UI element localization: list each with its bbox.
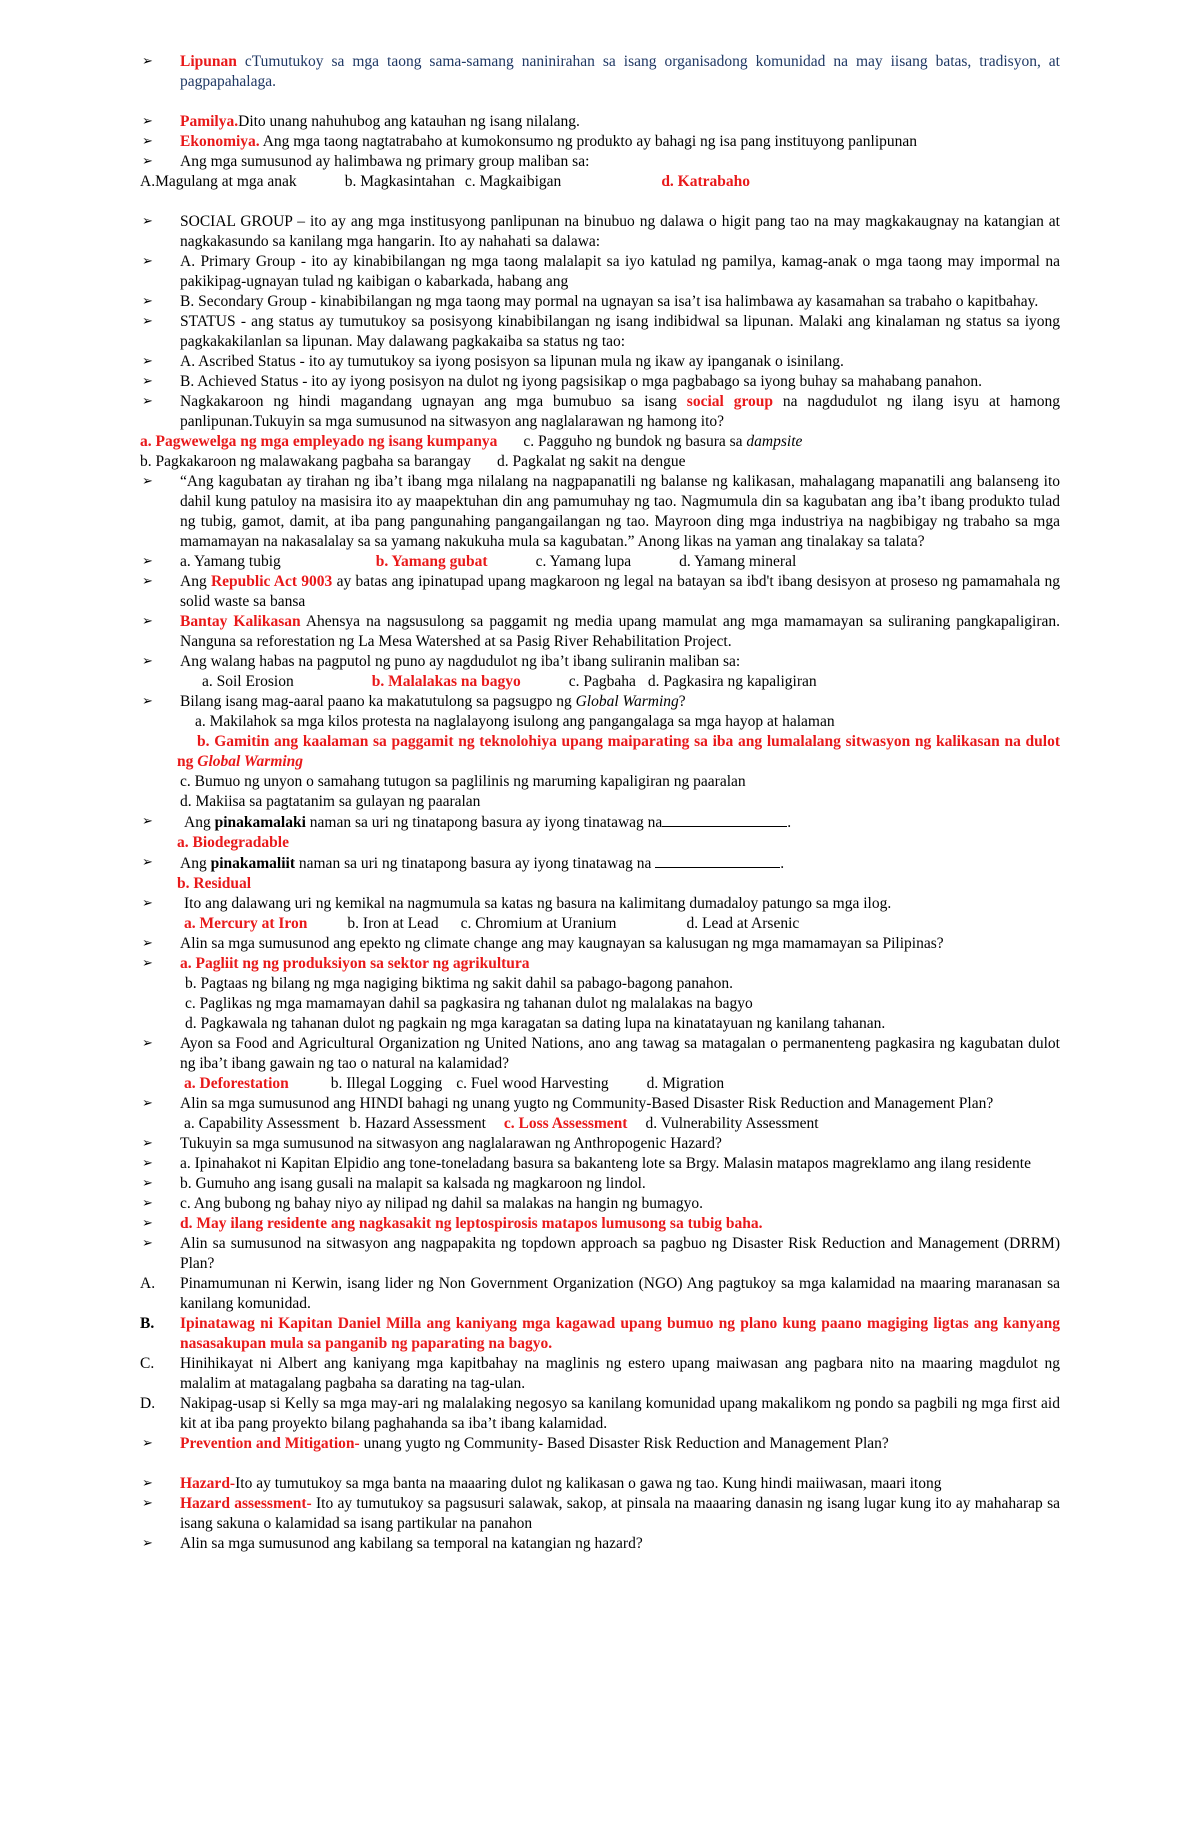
choice: c. Pagbaha xyxy=(568,673,636,690)
arrow-bullet-icon: ➢ xyxy=(142,1096,153,1111)
arrow-bullet-icon: ➢ xyxy=(142,936,153,951)
list-item xyxy=(140,252,1060,292)
choice-letter: B. xyxy=(140,1315,155,1332)
question: Ayon sa Food and Agricultural Organization ng United Nations, ano ang tawag sa matagalan o permanenteng pagkasira ng kagubatan dulot ng iba’t ibang gawain ng tao o natural na kalamidad? xyxy=(180,1035,1060,1072)
choice: b. Iron at Lead xyxy=(347,915,439,932)
arrow-bullet-icon: ➢ xyxy=(142,1536,153,1551)
choice-answer-text: Global Warming xyxy=(197,753,304,770)
arrow-bullet-icon: ➢ xyxy=(142,574,153,589)
choice-answer: d. Katrabaho xyxy=(661,173,751,190)
list-item xyxy=(140,1434,1060,1454)
choice xyxy=(140,772,1060,792)
answer-blank xyxy=(662,812,787,827)
choice: d. Vulnerability Assessment xyxy=(645,1115,819,1132)
definition: unang yugto ng Community- Based Disaster Risk Reduction and Management Plan? xyxy=(359,1435,889,1452)
definition: cTumutukoy sa mga taong sama-samang naninirahan sa isang organisadong komunidad na may iisang batas, tradisyon, at pagpapahalaga. xyxy=(180,53,1060,90)
answer xyxy=(140,833,1060,853)
question: Ang xyxy=(184,814,215,831)
emphasis: pinakamalaki xyxy=(214,814,306,831)
list-item xyxy=(140,1494,1060,1534)
definition: Ito ay tumutukoy sa mga banta na maaaring dulot ng kalikasan o gawa ng tao. Kung hindi maiiwasan, maari itong xyxy=(235,1475,942,1492)
choices-row xyxy=(140,672,1060,692)
list-item xyxy=(140,652,1060,672)
question: Alin sa mga sumusunod ang epekto ng climate change ang may kaugnayan sa kalusugan ng mga mamamayan sa Pilipinas? xyxy=(180,935,944,952)
choice xyxy=(140,1354,1060,1394)
definition: Ahensya na nagsusulong sa paggamit ng media upang mamulat ang mga mamamayan sa suliraning pangkapaligiran. Nanguna sa reforestation ng La Mesa Watershed at sa Pasig River Rehabilitation Project. xyxy=(180,613,1061,650)
list-item xyxy=(140,292,1060,312)
arrow-bullet-icon: ➢ xyxy=(142,1476,153,1491)
choice-text: b. Pagtaas ng bilang ng mga nagiging biktima ng sakit dahil sa pabago-bagong panahon. xyxy=(185,975,733,992)
choice-text: d. Pagkawala ng tahanan dulot ng pagkain ng mga karagatan sa dating lupa na kinatatayuan ng kanilang tahanan. xyxy=(185,1015,886,1032)
choice xyxy=(140,1014,1060,1034)
list-item xyxy=(140,1134,1060,1154)
arrow-bullet-icon: ➢ xyxy=(142,554,153,569)
arrow-bullet-icon: ➢ xyxy=(142,314,153,329)
choice: a. Soil Erosion xyxy=(202,673,294,690)
arrow-bullet-icon: ➢ xyxy=(142,354,153,369)
arrow-bullet-icon: ➢ xyxy=(142,1196,153,1211)
term: Bantay Kalikasan xyxy=(180,613,301,630)
term: Prevention and Mitigation- xyxy=(180,1435,360,1452)
question: “Ang kagubatan ay tirahan ng iba’t ibang mga nilalang na nagpapanatili ng balanse ng kalikasan, mahalagang mapanatili ang balanseng ito dahil kung patuloy na masisira ito ay maapektuhan din ang pamumuhay ng tao. Nagmumula din sa kagubatan ang iba’t ibang produkto tulad ng tubig, gamot, damit, at iba pang pangunahing pangangailangan ng tao. Mayroon ding mga industriya na nagbibigay ng trabaho sa mga mamamayan na nakasalalay sa sa yamang nakukuha mula sa kagubatan.” Anong likas na yaman ang tinalakay sa talata? xyxy=(180,473,1060,550)
definition: Ang mga taong nagtatrabaho at kumokonsumo ng produkto ay bahagi ng isa pang instituyong panlipunan xyxy=(259,133,918,150)
choice-answer-text: a. Pagliit ng ng produksiyon sa sektor ng agrikultura xyxy=(180,955,530,972)
term: Hazard assessment- xyxy=(180,1495,312,1512)
choice-answer xyxy=(140,732,1060,772)
choice-answer: b. Malalakas na bagyo xyxy=(371,673,521,690)
choice xyxy=(140,1274,1060,1314)
arrow-bullet-icon: ➢ xyxy=(142,214,153,229)
choice: A.Magulang at mga anak xyxy=(140,173,297,190)
term: Lipunan xyxy=(180,53,237,70)
highlight: Republic Act 9003 xyxy=(210,573,333,590)
choice: a. Capability Assessment xyxy=(184,1115,340,1132)
choice: c. Magkaibigan xyxy=(464,173,562,190)
arrow-bullet-icon: ➢ xyxy=(142,1236,153,1251)
list-item: ➢ Ang pinakamaliit naman sa uri ng tinatapong basura ay iyong tinatawag na . xyxy=(142,855,785,872)
answer-text: a. Biodegradable xyxy=(177,834,289,851)
list-item xyxy=(140,1034,1060,1074)
arrow-bullet-icon: ➢ xyxy=(142,956,153,971)
question: Ang mga sumusunod ay halimbawa ng primary group maliban sa: xyxy=(180,153,590,170)
arrow-bullet-icon: ➢ xyxy=(142,896,153,911)
choice: d. Migration xyxy=(646,1075,725,1092)
choice: d. Yamang mineral xyxy=(679,553,797,570)
highlight: social group xyxy=(686,393,774,410)
arrow-bullet-icon: ➢ xyxy=(142,54,153,69)
list-item xyxy=(140,152,1060,172)
choice-text: d. Makiisa sa pagtatanim sa gulayan ng paaralan xyxy=(180,793,481,810)
arrow-bullet-icon: ➢ xyxy=(142,855,153,870)
choice: dampsite xyxy=(746,433,803,450)
arrow-bullet-icon: ➢ xyxy=(142,1036,153,1051)
list-item xyxy=(140,352,1060,372)
arrow-bullet-icon: ➢ xyxy=(142,1436,153,1451)
arrow-bullet-icon: ➢ xyxy=(142,394,153,409)
text: ay batas ang ipinatupad upang magkaroon ng legal na batayan sa ibd't ibang desisyon at proseso ng pamamahala ng solid waste sa bansa xyxy=(180,573,1061,610)
arrow-bullet-icon: ➢ xyxy=(142,814,153,829)
choice-letter: A. xyxy=(140,1275,156,1292)
choice: d. Pagkasira ng kapaligiran xyxy=(647,673,817,690)
paragraph: SOCIAL GROUP – ito ay ang mga institusyong panlipunan na binubuo ng dalawa o higit pang tao na may magkakaugnay na katangian at nagkakasundo sa kanilang mga hangarin. Ito ay nahahati sa dalawa: xyxy=(180,213,1060,250)
choice-text: Pinamumunan ni Kerwin, isang lider ng Non Government Organization (NGO) Ang pagtukoy sa mga kalamidad na maaring maranasan sa kanilang komunidad. xyxy=(180,1275,1060,1312)
choice xyxy=(140,1394,1060,1434)
choice-text: a. Ipinahakot ni Kapitan Elpidio ang tone-toneladang basura sa bakanteng lote sa Brgy. Malasin matapos magreklamo ang ilang residente xyxy=(180,1155,1031,1172)
choice-letter: C. xyxy=(140,1355,155,1372)
paragraph: STATUS - ang status ay tumutukoy sa posisyong kinabibilangan ng isang indibidwal sa lipunan. Malaki ang kinalaman ng status sa iyong pagkakakilanlan sa lipunan. May dalawang pagkakaiba sa status ng tao: xyxy=(180,313,1060,350)
list-item xyxy=(140,894,1060,914)
choice: b. Magkasintahan xyxy=(344,173,455,190)
choice xyxy=(140,974,1060,994)
question: ? xyxy=(678,693,686,710)
list-item: ➢ Ang pinakamalaki naman sa uri ng tinatapong basura ay iyong tinatawag na . xyxy=(142,814,792,831)
list-item xyxy=(140,572,1060,612)
choice: d. Lead at Arsenic xyxy=(686,915,800,932)
term: Ekonomiya. xyxy=(180,133,260,150)
choice: b. Pagkakaroon ng malawakang pagbaha sa barangay xyxy=(140,453,471,470)
list-item xyxy=(140,1234,1060,1274)
choice-answer-text: d. May ilang residente ang nagkasakit ng leptospirosis matapos lumusong sa tubig baha. xyxy=(180,1215,763,1232)
choice: c. Fuel wood Harvesting xyxy=(456,1075,609,1092)
choice xyxy=(140,712,1060,732)
choice-answer: b. Yamang gubat xyxy=(375,553,488,570)
arrow-bullet-icon: ➢ xyxy=(142,654,153,669)
definition: Ito ay tumutukoy sa pagsusuri salawak, sakop, at pinsala na maaaring danasin ng isang lugar kung ito ay mahaharap sa isang sakuna o kalamidad sa isang partikular na panahon xyxy=(180,1495,1060,1532)
arrow-bullet-icon: ➢ xyxy=(142,474,153,489)
list-item xyxy=(140,372,1060,392)
choice-text: a. Makilahok sa mga kilos protesta na naglalayong isulong ang pangangalaga sa mga hayop at halaman xyxy=(195,713,835,730)
document-page xyxy=(140,52,1060,1554)
choice-answer xyxy=(140,1214,1060,1234)
list-item xyxy=(140,212,1060,252)
list-item xyxy=(140,612,1060,652)
choices-row xyxy=(140,432,1060,452)
list-item xyxy=(140,392,1060,432)
choice-text: c. Bumuo ng unyon o samahang tutugon sa paglilinis ng maruming kapaligiran ng paaralan xyxy=(180,773,746,790)
choice-answer xyxy=(140,1314,1060,1354)
answer-blank xyxy=(655,853,780,868)
choice-answer: a. Pagwewelga ng mga empleyado ng isang kumpanya xyxy=(140,433,498,450)
question: Tukuyin sa mga sumusunod na sitwasyon ang naglalarawan ng Anthropogenic Hazard? xyxy=(180,1135,722,1152)
choices-row xyxy=(140,1074,1060,1094)
choice-text: b. Gumuho ang isang gusali na malapit sa kalsada ng magkaroon ng lindol. xyxy=(180,1175,646,1192)
arrow-bullet-icon: ➢ xyxy=(142,614,153,629)
list-item xyxy=(140,112,1060,132)
definition: Dito unang nahuhubog ang katauhan ng isang nilalang. xyxy=(238,113,580,130)
choice-text: c. Ang bubong ng bahay niyo ay nilipad ng dahil sa malakas na hangin ng bumagyo. xyxy=(180,1195,704,1212)
question: naman sa uri ng tinatapong basura ay iyong tinatawag na xyxy=(295,855,656,872)
list-item xyxy=(140,1474,1060,1494)
question: Alin sa sumusunod na sitwasyon ang nagpapakita ng topdown approach sa pagbuo ng Disaster Risk Reduction and Management (DRRM) Plan? xyxy=(180,1235,1060,1272)
paragraph: A. Ascribed Status - ito ay tumutukoy sa iyong posisyon sa lipunan mula ng ikaw ay ipanganak o isinilang. xyxy=(180,353,844,370)
choice-text: Nakipag-usap si Kelly sa mga may-ari ng malalaking negosyo sa kanilang komunidad upang makalikom ng pondo sa pagbili ng mga first aid kit at iba pang proyekto bilang paghahanda sa iba’t ibang kalamidad. xyxy=(180,1395,1060,1432)
choice xyxy=(140,1154,1060,1174)
emphasis: pinakamaliit xyxy=(210,855,295,872)
question: Ang xyxy=(180,855,211,872)
choice: c. Pagguho ng bundok ng basura sa xyxy=(523,433,747,450)
choice-answer-text: Ipinatawag ni Kapitan Daniel Milla ang kaniyang mga kagawad upang bumuo ng plano kung paano magiging ligtas ang kanyang nasasakupan mula sa panganib ng paparating na bagyo. xyxy=(180,1315,1060,1352)
choices-row xyxy=(140,172,1060,192)
arrow-bullet-icon: ➢ xyxy=(142,1136,153,1151)
arrow-bullet-icon: ➢ xyxy=(142,1156,153,1171)
choice-text: c. Paglikas ng mga mamamayan dahil sa pagkasira ng tahanan dulot ng malalakas na bagyo xyxy=(185,995,753,1012)
arrow-bullet-icon: ➢ xyxy=(142,1176,153,1191)
choice xyxy=(140,1174,1060,1194)
choice-answer: a. Deforestation xyxy=(184,1075,289,1092)
choice-letter: D. xyxy=(140,1395,156,1412)
choice-answer: a. Mercury at Iron xyxy=(184,915,308,932)
arrow-bullet-icon: ➢ xyxy=(142,254,153,269)
choice: c. Yamang lupa xyxy=(535,553,632,570)
arrow-bullet-icon: ➢ xyxy=(142,374,153,389)
choices-row xyxy=(140,1114,1060,1134)
term: Hazard- xyxy=(180,1475,236,1492)
list-item xyxy=(140,472,1060,552)
arrow-bullet-icon: ➢ xyxy=(142,134,153,149)
question: Global Warming xyxy=(575,693,679,710)
text: Ang xyxy=(180,573,211,590)
choice xyxy=(140,994,1060,1014)
arrow-bullet-icon: ➢ xyxy=(142,114,153,129)
choice: a. Yamang tubig xyxy=(180,553,281,570)
list-item xyxy=(140,692,1060,712)
list-item xyxy=(140,934,1060,954)
question: Alin sa mga sumusunod ang HINDI bahagi ng unang yugto ng Community-Based Disaster Risk Reduction and Management Plan? xyxy=(180,1095,994,1112)
choice xyxy=(140,792,1060,812)
paragraph: A. Primary Group - ito ay kinabibilangan ng mga taong malalapit sa iyo katulad ng pamilya, kamag-anak o mga taong may impormal na pakikipag-ugnayan tulad ng kaibigan o kabarkada, habang ang xyxy=(180,253,1060,290)
question: Ito ang dalawang uri ng kemikal na nagmumula sa katas ng basura na kalimitang dumadaloy patungo sa mga ilog. xyxy=(184,895,892,912)
arrow-bullet-icon: ➢ xyxy=(142,294,153,309)
choices-row xyxy=(140,452,1060,472)
paragraph: B. Secondary Group - kinabibilangan ng mga taong may pormal na ugnayan sa isa’t isa halimbawa ay kasamahan sa trabaho o kapitbahay. xyxy=(180,293,1039,310)
question: Ang walang habas na pagputol ng puno ay nagdudulot ng iba’t ibang suliranin maliban sa: xyxy=(180,653,741,670)
choice-answer-text: b. Gamitin ang kaalaman sa paggamit ng teknolohiya upang maiparating sa iba ang lumalalang sitwasyon ng kalikasan na dulot ng xyxy=(177,733,1060,770)
question: Alin sa mga sumusunod ang kabilang sa temporal na katangian ng hazard? xyxy=(180,1535,643,1552)
question: Bilang isang mag-aaral paano ka makatutulong sa pagsugpo ng xyxy=(180,693,576,710)
choices-row xyxy=(140,914,1060,934)
question-text: Nagkakaroon ng hindi magandang ugnayan ang mga bumubuo sa isang xyxy=(180,393,687,410)
list-item xyxy=(140,1094,1060,1114)
choice: c. Chromium at Uranium xyxy=(460,915,617,932)
question: naman sa uri ng tinatapong basura ay iyong tinatawag na xyxy=(305,814,663,831)
choice: b. Hazard Assessment xyxy=(349,1115,486,1132)
choice-answer xyxy=(140,954,1060,974)
answer xyxy=(140,874,1060,894)
arrow-bullet-icon: ➢ xyxy=(142,1216,153,1231)
paragraph: B. Achieved Status - ito ay iyong posisyon na dulot ng iyong pagsisikap o mga pagbabago sa iyong buhay sa mahabang panahon. xyxy=(180,373,982,390)
choice xyxy=(140,1194,1060,1214)
list-item xyxy=(140,52,1060,92)
choice: d. Pagkalat ng sakit na dengue xyxy=(496,453,686,470)
choice: b. Illegal Logging xyxy=(330,1075,443,1092)
arrow-bullet-icon: ➢ xyxy=(142,694,153,709)
choice-text: Hinihikayat ni Albert ang kaniyang mga kapitbahay na maglinis ng estero upang maiwasan ang pagbara nito na maaring magdulot ng malalim at matagalang pagbaha sa darating na tag-ulan. xyxy=(180,1355,1060,1392)
arrow-bullet-icon: ➢ xyxy=(142,154,153,169)
list-item xyxy=(140,132,1060,152)
answer-text: b. Residual xyxy=(177,875,252,892)
list-item xyxy=(140,312,1060,352)
list-item xyxy=(140,1534,1060,1554)
arrow-bullet-icon: ➢ xyxy=(142,1496,153,1511)
term: Pamilya. xyxy=(180,113,239,130)
choice-answer: c. Loss Assessment xyxy=(503,1115,628,1132)
choices-row xyxy=(140,552,1060,572)
question-text: na nagdudulot ng ilang isyu at hamong panlipunan.Tukuyin sa mga sumusunod na sitwasyon ang naglalarawan ng hamong ito? xyxy=(180,393,1060,430)
